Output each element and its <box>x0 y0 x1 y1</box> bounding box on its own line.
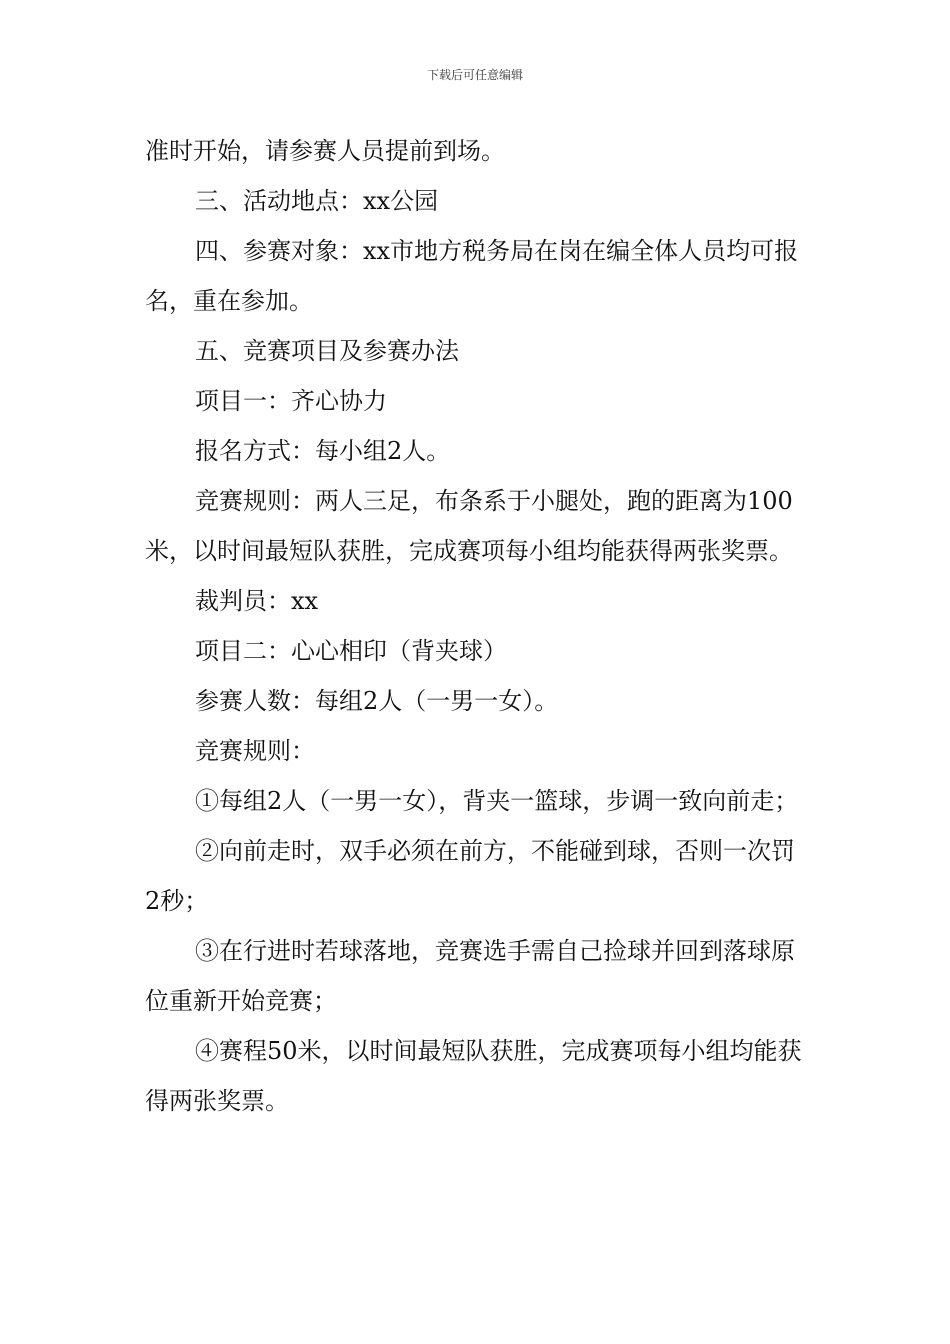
paragraph: 五、竞赛项目及参赛办法 <box>195 337 459 365</box>
paragraph: 项目二：心心相印（背夹球） <box>195 637 507 665</box>
paragraph: ③在行进时若球落地，竞赛选手需自己捡球并回到落球原位重新开始竞赛； <box>145 937 795 1015</box>
paragraph: ④赛程50米，以时间最短队获胜，完成赛项每小组均能获得两张奖票。 <box>145 1037 802 1115</box>
paragraph: 三、活动地点：xx公园 <box>195 187 439 215</box>
paragraph: 裁判员：xx <box>195 587 319 615</box>
paragraph: 四、参赛对象：xx市地方税务局在岗在编全体人员均可报名，重在参加。 <box>145 237 799 315</box>
paragraph: ②向前走时，双手必须在前方，不能碰到球，否则一次罚2秒； <box>145 837 795 915</box>
paragraph: 竞赛规则： <box>195 737 315 765</box>
paragraph: ①每组2人（一男一女），背夹一篮球，步调一致向前走； <box>195 787 799 815</box>
paragraph: 报名方式：每小组2人。 <box>195 437 451 465</box>
paragraph: 竞赛规则：两人三足，布条系于小腿处，跑的距离为100米，以时间最短队获胜，完成赛项每小组均能获得两张奖票。 <box>145 487 793 565</box>
paragraph: 准时开始，请参赛人员提前到场。 <box>145 137 505 165</box>
page-header-note: 下载后可任意编辑 <box>426 68 523 82</box>
paragraph: 参赛人数：每组2人（一男一女）。 <box>195 687 559 715</box>
paragraph: 项目一：齐心协力 <box>195 387 387 415</box>
document-body <box>145 126 807 1126</box>
